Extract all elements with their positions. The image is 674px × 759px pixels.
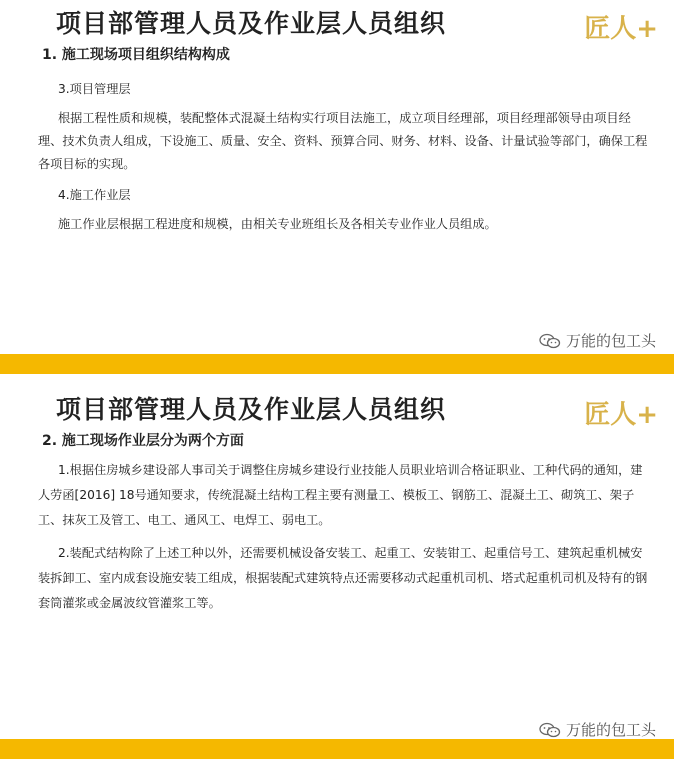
slide-gap — [0, 374, 674, 386]
section-heading: 2. 施工现场作业层分为两个方面 — [42, 433, 244, 449]
section-heading: 1. 施工现场项目组织结构构成 — [42, 47, 230, 63]
accent-bar — [0, 739, 674, 759]
paragraph-management-layer: 根据工程性质和规模，装配整体式混凝土结构实行项目法施工，成立项目经理部，项目经理部领导由项目经理、技术负责人组成，下设施工、质量、安全、资料、预算合同、财务、材料、设备、计量试验等部门，确保工程各项目标的实现。 — [38, 111, 648, 171]
accent-bar — [0, 354, 674, 374]
slide-content — [38, 458, 648, 624]
watermark — [539, 330, 656, 351]
brand-logo: 匠人+ — [584, 400, 658, 430]
paragraph-traditional-trades: 1.根据住房城乡建设部人事司关于调整住房城乡建设行业技能人员职业培训合格证职业、工种代码的通知，建人劳函[2016] 18号通知要求，传统混凝土结构工程主要有测量工、模板工、钢筋工、混凝土工、砌筑工、架子工、抹灰工及管工、电工、通风工、电焊工、弱电工。 — [38, 463, 643, 527]
subheading-management-layer: 3.项目管理层 — [58, 82, 131, 96]
slide-2 — [0, 386, 674, 759]
subheading-construction-layer: 4.施工作业层 — [58, 188, 131, 202]
wechat-icon — [539, 722, 561, 738]
paragraph-construction-layer: 施工作业层根据工程进度和规模，由相关专业班组长及各相关专业作业人员组成。 — [58, 217, 497, 231]
brand-logo: 匠人+ — [584, 14, 658, 44]
slide-title: 项目部管理人员及作业层人员组织 — [56, 9, 447, 38]
watermark-text: 万能的包工头 — [565, 721, 656, 739]
wechat-icon — [539, 333, 561, 349]
paragraph-prefab-trades: 2.装配式结构除了上述工种以外，还需要机械设备安装工、起重工、安装钳工、起重信号工、建筑起重机械安装拆卸工、室内成套设施安装工组成，根据装配式建筑特点还需要移动式起重机司机、塔式起重机司机及特有的钢套筒灌浆或金属波纹管灌浆工等。 — [38, 546, 648, 610]
slide-content — [38, 78, 648, 244]
watermark — [539, 719, 656, 740]
slide-title: 项目部管理人员及作业层人员组织 — [56, 395, 447, 424]
watermark-text: 万能的包工头 — [565, 332, 656, 350]
slide-1 — [0, 0, 674, 374]
